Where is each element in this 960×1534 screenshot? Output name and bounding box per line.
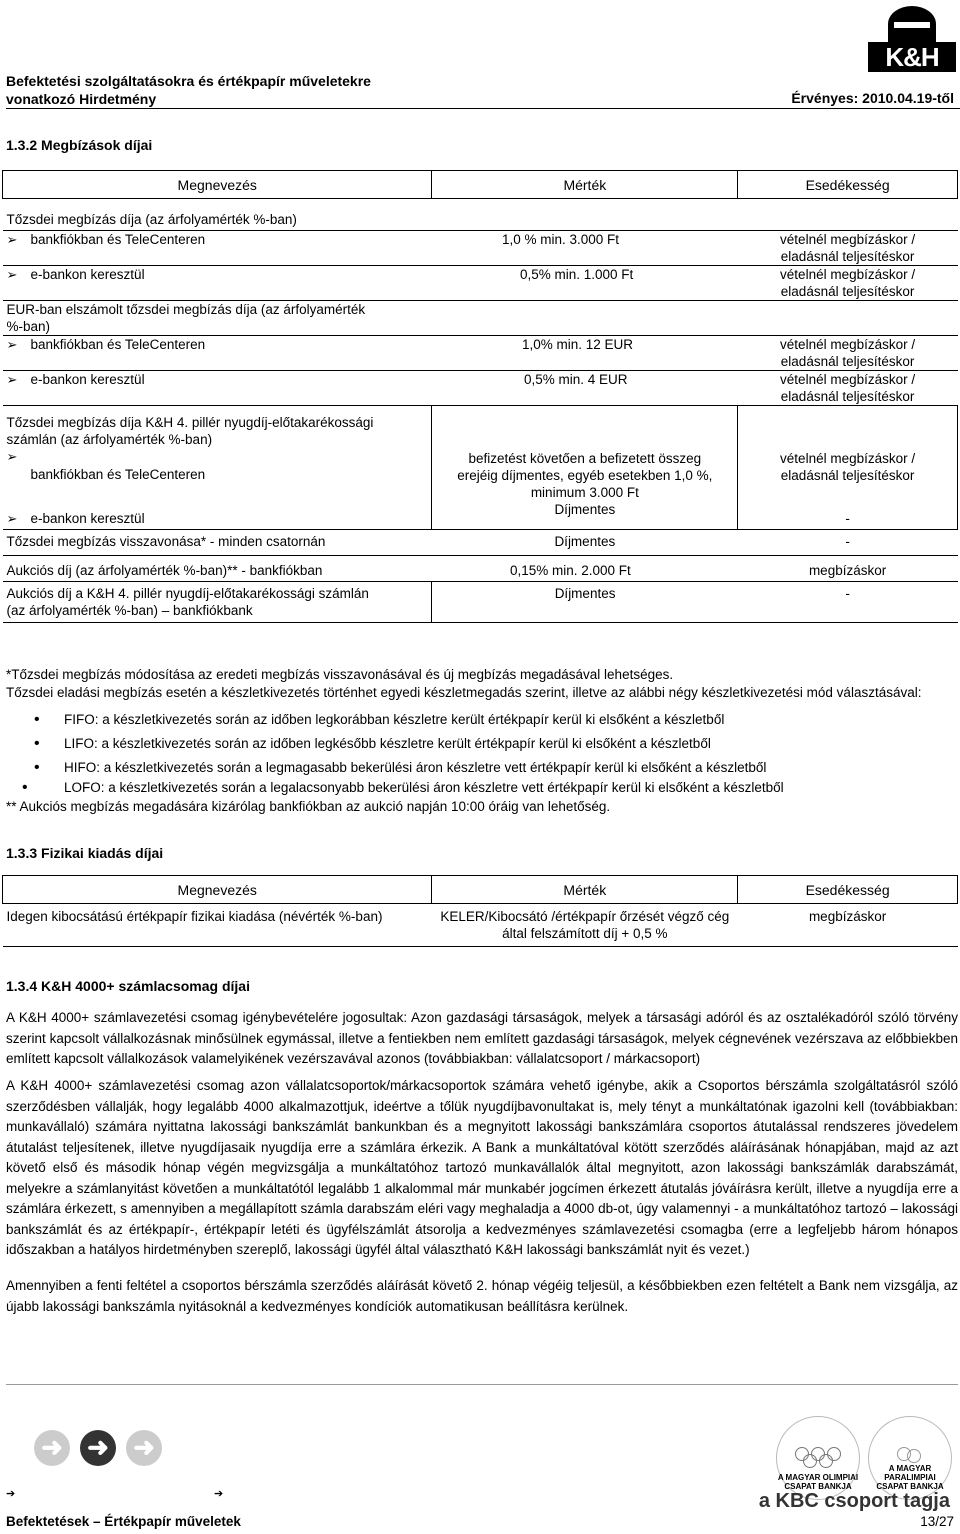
title-line-1: Befektetési szolgáltatásokra és értékpapír műveletekre bbox=[6, 73, 371, 89]
arrow-bullet-icon: ➢ bbox=[6, 510, 18, 526]
due-line: vételnél megbízáskor / bbox=[780, 267, 916, 282]
row-name: e-bankon keresztül bbox=[30, 267, 145, 282]
table-row bbox=[3, 448, 958, 501]
section-title-1-3-3: 1.3.3 Fizikai kiadás díjai bbox=[6, 845, 164, 861]
due-line: eladásnál teljesítéskor bbox=[780, 354, 915, 369]
label-line: Tőzsdei megbízás díja K&H 4. pillér nyugdíj-előtakarékossági bbox=[6, 415, 374, 430]
due-line: vételnél megbízáskor / bbox=[780, 232, 916, 247]
row-rate: KELER/Kibocsátó /értékpapír őrzését végző cég által felszámított díj + 0,5 % bbox=[432, 904, 738, 947]
kbc-group-tagline: a KBC csoport tagja bbox=[758, 1490, 950, 1512]
row-due: megbízáskor bbox=[738, 904, 958, 947]
row-rate: 1,0% min. 12 EUR bbox=[432, 336, 738, 371]
row-rate: 0,15% min. 2.000 Ft bbox=[432, 555, 738, 581]
due-line: eladásnál teljesítéskor bbox=[780, 249, 915, 264]
row-label bbox=[3, 336, 432, 371]
olympic-rings-icon bbox=[795, 1447, 843, 1467]
arrow-bullet-icon: ➢ bbox=[6, 372, 18, 387]
table-row bbox=[3, 529, 958, 555]
paragraph-3: Amennyiben a fenti feltétel a csoportos bérszámla szerződés aláírását követő 2. hónap végéig teljesül, a későbbiekben ezen feltételt a Bank nem vizsgálja, az újabb lakossági bankszámla nyitásoknál a kedvezményes kondíciók automatikusan beállításra kerülnek. bbox=[6, 1278, 958, 1314]
table-row bbox=[3, 301, 958, 336]
title-line-2: vonatkozó Hirdetmény bbox=[6, 91, 157, 107]
row-label bbox=[3, 448, 432, 501]
olympic-team-bank-logo bbox=[776, 1416, 860, 1500]
table-row bbox=[3, 501, 958, 529]
row-label bbox=[3, 406, 432, 449]
list-item: • LIFO: a készletkivezetés során az időben legkésőbb készletre került értékpapír kerül ki elsőként a készletből bbox=[6, 732, 958, 756]
row-label: Tőzsdei megbízás visszavonása* - minden csatornán bbox=[3, 529, 432, 555]
row-label bbox=[3, 266, 432, 301]
footer-divider bbox=[6, 1384, 958, 1385]
header-due: Esedékesség bbox=[738, 876, 958, 904]
row-rate: 0,5% min. 1.000 Ft bbox=[432, 266, 738, 301]
row-name: bankfiókban és TeleCenteren bbox=[30, 232, 206, 247]
arrow-bullet-icon: ➢ bbox=[6, 267, 18, 282]
logo-symbol-icon bbox=[888, 6, 936, 42]
label-line: számlán (az árfolyamérték %-ban) bbox=[6, 432, 213, 447]
row-due bbox=[738, 448, 958, 501]
row-label bbox=[3, 301, 958, 336]
list-item: • HIFO: a készletkivezetés során a legmagasabb bekerülési áron készletre vett értékpapír kerül ki elsőként a készletből bbox=[6, 756, 958, 780]
label-line: %-ban) bbox=[6, 319, 51, 334]
arrow-bullet-icon: ➢ bbox=[6, 337, 18, 352]
table-row bbox=[3, 266, 958, 301]
row-rate: Díjmentes bbox=[432, 581, 738, 622]
arrow-right-icon: ➜ bbox=[126, 1430, 162, 1466]
table-row bbox=[3, 406, 958, 449]
table-row bbox=[3, 581, 958, 622]
note-2: Tőzsdei eladási megbízás esetén a készletkivezetés történhet egyedi készletmegadás szerint, illetve az alábbi négy készletkivezetési mód választásával: bbox=[6, 685, 922, 700]
notes-block bbox=[6, 666, 958, 816]
stock-method-list bbox=[6, 708, 958, 796]
arrow-bullet-icon: ➢ bbox=[6, 232, 18, 247]
due-line: vételnél megbízáskor / bbox=[780, 451, 916, 466]
label-line: Aukciós díj a K&H 4. pillér nyugdíj-előtakarékossági számlán bbox=[6, 585, 369, 601]
page-number: 13/27 bbox=[920, 1514, 954, 1529]
row-label: Idegen kibocsátású értékpapír fizikai kiadása (névérték %-ban) bbox=[3, 904, 432, 947]
table-header-row bbox=[3, 171, 958, 199]
row-name: bankfiókban és TeleCenteren bbox=[30, 337, 206, 352]
page-header bbox=[6, 0, 960, 110]
table-row bbox=[3, 336, 958, 371]
small-arrow-icon: ➔ bbox=[6, 1488, 16, 1500]
arrow-right-icon: ➜ bbox=[80, 1430, 116, 1466]
due-line: eladásnál teljesítéskor bbox=[780, 284, 915, 299]
document-title bbox=[6, 72, 371, 108]
row-name: e-bankon keresztül bbox=[30, 372, 145, 387]
table-row bbox=[3, 904, 958, 947]
rate-line: minimum 3.000 Ft bbox=[530, 485, 639, 500]
row-rate: 0,5% min. 4 EUR bbox=[432, 371, 738, 406]
row-label bbox=[3, 501, 432, 529]
row-due: - bbox=[738, 529, 958, 555]
row-name: e-bankon keresztül bbox=[30, 510, 145, 526]
row-due bbox=[738, 371, 958, 406]
row-label bbox=[3, 231, 432, 266]
kh-logo bbox=[868, 2, 956, 74]
row-rate: Díjmentes bbox=[432, 501, 738, 529]
list-item: • LOFO: a készletkivezetés során a legalacsonyabb bekerülési áron készletre vett értékpapír kerül ki elsőként a készletből bbox=[6, 780, 958, 796]
section-title-1-3-4: 1.3.4 K&H 4000+ számlacsomag díjai bbox=[6, 978, 250, 994]
row-due: megbízáskor bbox=[738, 555, 958, 581]
label-line: EUR-ban elszámolt tőzsdei megbízás díja (az árfolyamérték bbox=[6, 302, 366, 317]
empty-cell bbox=[432, 406, 738, 449]
row-due: - bbox=[738, 501, 958, 529]
due-line: eladásnál teljesítéskor bbox=[780, 389, 915, 404]
orders-fee-table bbox=[2, 170, 958, 623]
paralympic-team-bank-logo bbox=[868, 1416, 952, 1500]
table-row bbox=[3, 555, 958, 581]
row-label bbox=[3, 581, 432, 622]
due-line: vételnél megbízáskor / bbox=[780, 337, 916, 352]
olympic-logo-text: A MAGYAR OLIMPIAI CSAPAT BANKJA bbox=[777, 1473, 859, 1491]
rate-line: erejéig díjmentes, egyéb esetekben 1,0 %, bbox=[457, 468, 713, 483]
physical-delivery-table bbox=[2, 875, 958, 947]
due-line: eladásnál teljesítéskor bbox=[780, 468, 915, 483]
table-row bbox=[3, 199, 958, 231]
paragraph-1: A K&H 4000+ számlavezetési csomag igénybevételére jogosultak: Azon gazdasági társaságok, melyek a társasági adóról és az osztalékadóról szóló törvény szerint kapcsolt vállalkozásnak minősülnek egymással, illetve a fentiekben nem említett gazdasági társaságok, melyek cégnevének vezérszava az előbbiekben említett kapcsolt vállalkozások valamelyikének vezérszavával azonos (továbbiakban: vállalatcsoport / márkacsoport) bbox=[6, 1010, 958, 1066]
header-rate: Mérték bbox=[432, 171, 738, 199]
row-rate bbox=[432, 448, 738, 501]
row-due: - bbox=[738, 581, 958, 622]
row-label: Aukciós díj (az árfolyamérték %-ban)** - bankfiókban bbox=[3, 555, 432, 581]
row-name: bankfiókban és TeleCenteren bbox=[30, 467, 206, 482]
note-1: *Tőzsdei megbízás módosítása az eredeti megbízás visszavonásával és új megbízás megadásával lehetséges. bbox=[6, 667, 674, 682]
row-label bbox=[3, 371, 432, 406]
paragraph-2: A K&H 4000+ számlavezetési csomag azon vállalatcsoportok/márkacsoportok számára vehető igénybe, akik a Csoportos bérszámla szolgáltatásról szóló szerződésben vállalják, hogy legalább 4000 alkalmazottjuk, ideértve a tőlük nyugdíjbavonultakat is, mely tényt a munkáltatónak igazolni kell (továbbiakban: munkavállaló) számára nyittatna lakossági bankszámlát bankunkban és a megnyitott lakossági bankszámlára csoportos átutalással rendszeres jövedelem átutalást teljesítenek, illetve nyugdíjasaik nyugdíja erre a számlára érkezik. A Bank a munkáltatóval kötött szerződés aláírásának hónapjában, majd az azt követő első és második hónap végén megvizsgálja a munkáltatóhoz tartozó munkavállalók által megnyitott, azon lakossági bankszámlák darabszámát, melyekre a számlanyitást követően a munkáltatótól legalább 1 alkalommal már munkabér jogcímen érkezett átutalás jóváírásra került, illetve a nyugdíja erre a számlára érkezett, s amennyiben a megállapított számla darabszám eléri vagy meghaladja a 4000 db-ot, úgy valamennyi - a munkáltatóhoz tartozó – lakossági bankszámlát és az értékpapír-, értékpapír letéti és ügyfélszámlát átsorolja a kedvezményes számlavezetési csomagba (erre a legfeljebb három hónapos időszakban a hatályos hirdetményben szereplő, lakossági ügyfél által választható K&H lakossági bankszámlát nyit és vezet.) bbox=[6, 1078, 958, 1257]
small-arrow-icon: ➔ bbox=[214, 1488, 224, 1500]
footer-arrows bbox=[34, 1430, 204, 1470]
header-due: Esedékesség bbox=[738, 171, 958, 199]
empty-cell bbox=[738, 406, 958, 449]
row-rate: 1,0 % min. 3.000 Ft bbox=[432, 231, 738, 266]
note-3: ** Aukciós megbízás megadására kizárólag bankfiókban az aukció napján 10:00 óráig van lehetőség. bbox=[6, 799, 611, 814]
list-item: • FIFO: a készletkivezetés során az időben legkorábban készletre került értékpapír kerül ki elsőként a készletből bbox=[6, 708, 958, 732]
footer-section-name: Befektetések – Értékpapír műveletek bbox=[6, 1514, 241, 1529]
logo-text: K&H bbox=[868, 42, 956, 72]
label-line: (az árfolyamérték %-ban) – bankfiókbank bbox=[6, 602, 253, 618]
row-due bbox=[738, 266, 958, 301]
section-title-1-3-2: 1.3.2 Megbízások díjai bbox=[6, 137, 153, 153]
row-due bbox=[738, 336, 958, 371]
rate-line: befizetést követően a befizetett összeg bbox=[468, 451, 702, 466]
row-rate: Díjmentes bbox=[432, 529, 738, 555]
header-name: Megnevezés bbox=[3, 171, 432, 199]
arrow-right-icon: ➜ bbox=[34, 1430, 70, 1466]
header-rate: Mérték bbox=[432, 876, 738, 904]
arrow-bullet-icon: ➢ bbox=[6, 449, 18, 464]
table-row bbox=[3, 371, 958, 406]
row-label: Tőzsdei megbízás díja (az árfolyamérték %-ban) bbox=[6, 212, 297, 227]
table-row bbox=[3, 231, 958, 266]
paralympic-logo-text: A MAGYAR PARALIMPIAI CSAPAT BANKJA bbox=[876, 1464, 944, 1491]
due-line: vételnél megbízáskor / bbox=[780, 372, 916, 387]
header-name: Megnevezés bbox=[3, 876, 432, 904]
row-due bbox=[738, 231, 958, 266]
table-header-row bbox=[3, 876, 958, 904]
validity-date: Érvényes: 2010.04.19-től bbox=[791, 90, 954, 106]
header-divider bbox=[6, 108, 960, 109]
